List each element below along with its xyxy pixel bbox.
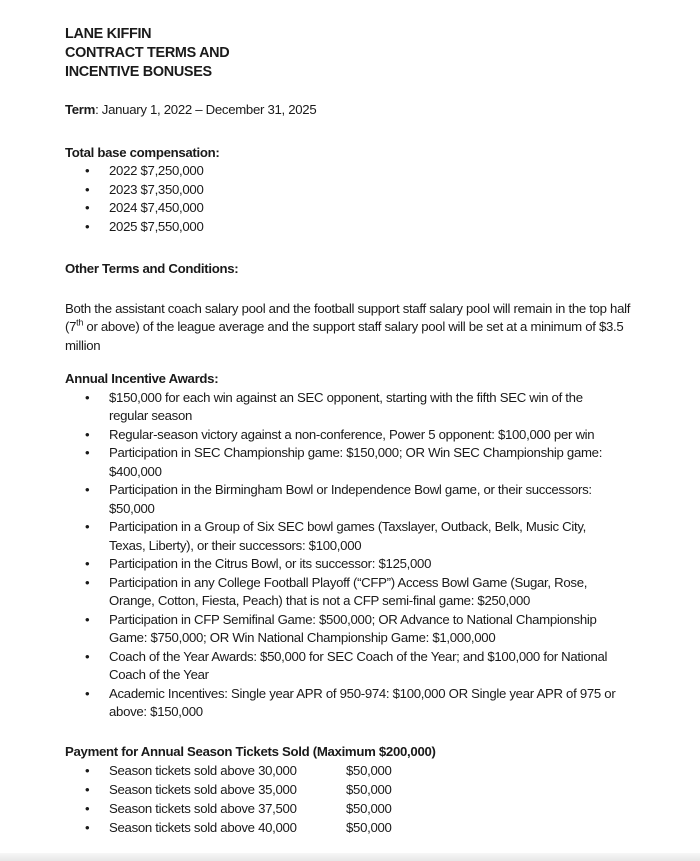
ticket-bonus-amount: $50,000	[346, 801, 392, 816]
paragraph-text-end: or above) of the league average and the support staff salary pool will be set at a minimum of $3.5 million	[65, 319, 624, 353]
page-bottom-edge	[0, 853, 700, 861]
list-item: • 2024 $7,450,000	[85, 199, 632, 218]
list-item	[85, 799, 632, 818]
title-line-2: CONTRACT TERMS AND	[65, 45, 230, 61]
list-item: • Participation in any College Football Playoff (“CFP”) Access Bowl Game (Sugar, Rose, Orange, Cotton, Fiesta, Peach) that is not a CFP semi-final game: $250,000	[85, 574, 623, 611]
title-line-1: LANE KIFFIN	[65, 26, 152, 42]
term-label: Term	[65, 102, 96, 117]
list-item	[85, 761, 632, 780]
ticket-bonus-amount: $50,000	[346, 820, 392, 835]
season-tickets-list	[65, 761, 632, 837]
ordinal-superscript: th	[76, 317, 84, 328]
salary-pool-paragraph	[65, 300, 632, 356]
list-item	[85, 818, 632, 837]
list-item: • Participation in the Citrus Bowl, or its successor: $125,000	[85, 555, 623, 574]
title-line-3: INCENTIVE BONUSES	[65, 64, 212, 80]
list-item: • Participation in SEC Championship game: $150,000; OR Win SEC Championship game: $400,000	[85, 444, 623, 481]
term-line	[65, 101, 632, 120]
list-item: • 2025 $7,550,000	[85, 218, 632, 237]
list-item: • Coach of the Year Awards: $50,000 for SEC Coach of the Year; and $100,000 for National Coach of the Year	[85, 648, 623, 685]
ticket-bonus-amount: $50,000	[346, 763, 392, 778]
term-value: : January 1, 2022 – December 31, 2025	[95, 102, 317, 117]
season-tickets-heading: Payment for Annual Season Tickets Sold (Maximum $200,000)	[65, 743, 436, 759]
list-item: • Participation in the Birmingham Bowl or Independence Bowl game, or their successors: $50,000	[85, 481, 623, 518]
ticket-threshold-label: Season tickets sold above 40,000	[109, 820, 297, 835]
other-terms-heading: Other Terms and Conditions:	[65, 261, 239, 276]
list-item: • 2023 $7,350,000	[85, 181, 632, 200]
list-item	[85, 780, 632, 799]
base-compensation-heading: Total base compensation:	[65, 144, 220, 160]
ticket-bonus-amount: $50,000	[346, 782, 392, 797]
paragraph-text-start: Both the assistant coach salary pool and the football support staff salary pool will remain in the top half (7	[65, 300, 631, 334]
base-compensation-list	[65, 162, 632, 236]
document-title	[65, 25, 632, 82]
list-item: • $150,000 for each win against an SEC opponent, starting with the fifth SEC win of the regular season	[85, 389, 623, 426]
incentive-awards-list	[65, 389, 632, 722]
ticket-threshold-label: Season tickets sold above 35,000	[109, 782, 297, 797]
list-item: • 2022 $7,250,000	[85, 162, 632, 181]
list-item: • Regular-season victory against a non-conference, Power 5 opponent: $100,000 per win	[85, 426, 623, 445]
list-item: • Participation in a Group of Six SEC bowl games (Taxslayer, Outback, Belk, Music City, Texas, Liberty), or their successors: $100,000	[85, 518, 623, 555]
list-item: • Participation in CFP Semifinal Game: $500,000; OR Advance to National Championship Game: $750,000; OR Win National Championship Game: $1,000,000	[85, 611, 623, 648]
ticket-threshold-label: Season tickets sold above 37,500	[109, 801, 297, 816]
list-item: • Academic Incentives: Single year APR of 950-974: $100,000 OR Single year APR of 975 or above: $150,000	[85, 685, 623, 722]
incentive-awards-heading: Annual Incentive Awards:	[65, 371, 219, 386]
ticket-threshold-label: Season tickets sold above 30,000	[109, 763, 297, 778]
